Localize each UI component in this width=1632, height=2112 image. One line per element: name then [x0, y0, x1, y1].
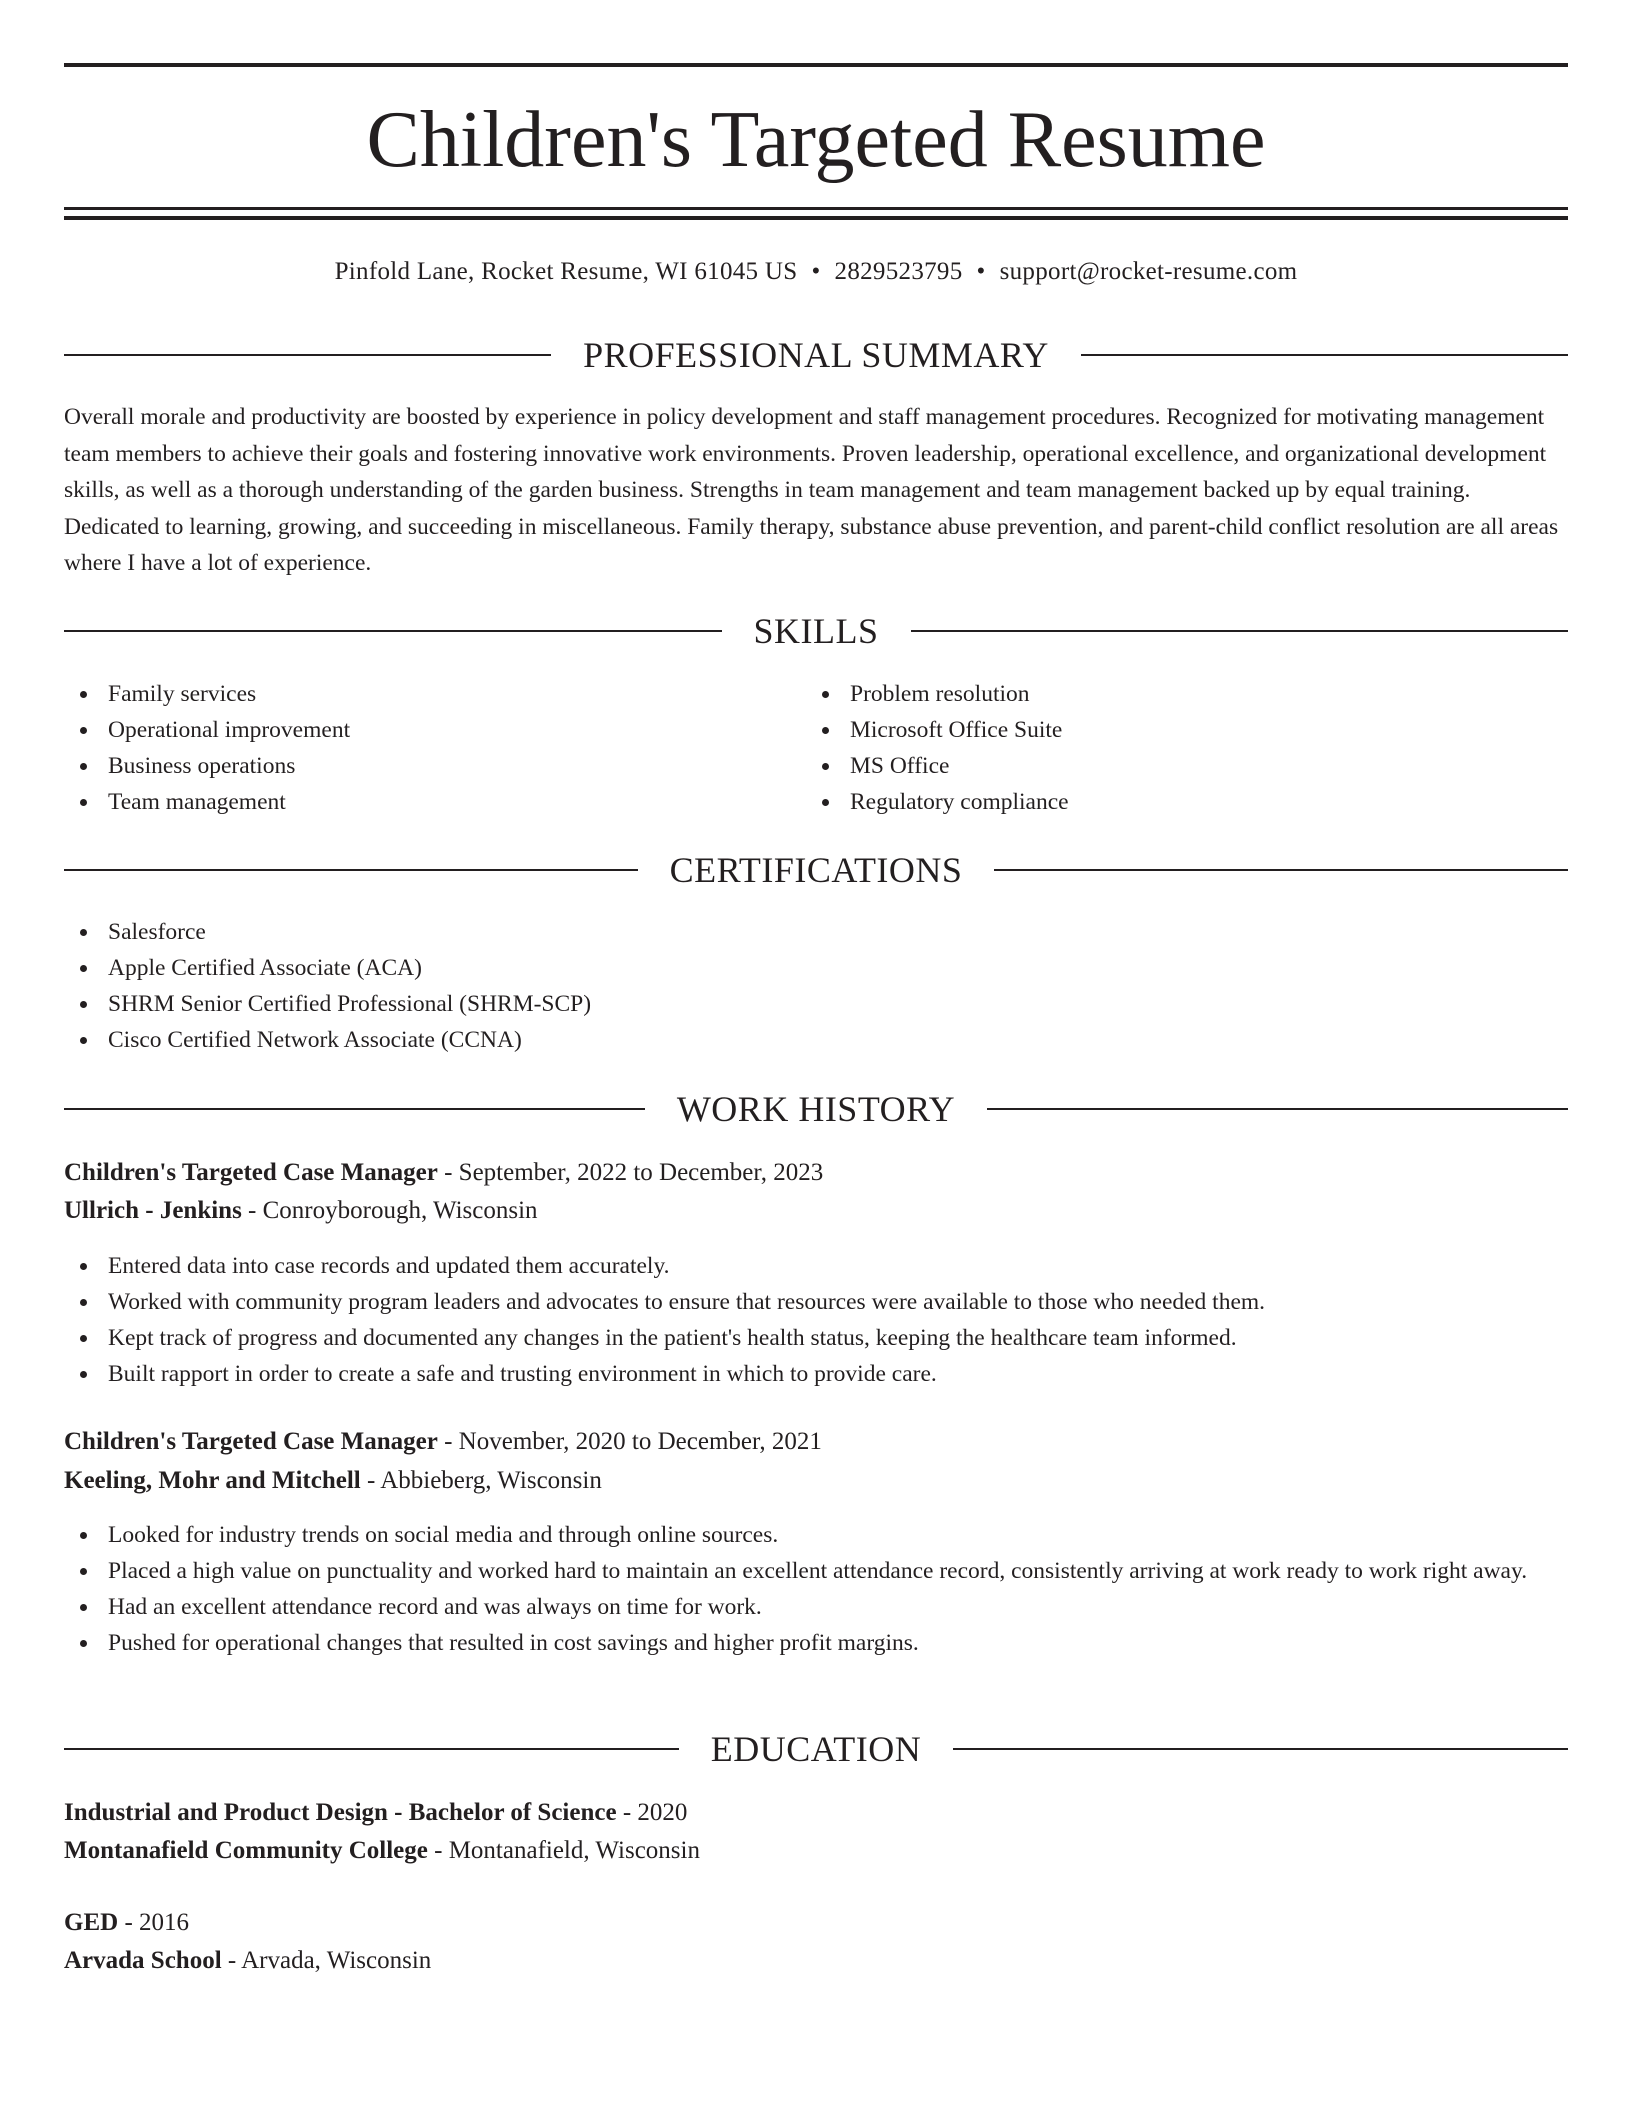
job-duty: Placed a high value on punctuality and worked hard to maintain an excellent attendance record, consistently arriving at work ready to work right away. [64, 1553, 1568, 1589]
skill-item: Problem resolution [806, 676, 1506, 712]
contact-email: support@rocket-resume.com [999, 258, 1298, 285]
job-title-line [64, 1154, 1568, 1192]
job-dates: - November, 2020 to December, 2021 [437, 1428, 822, 1455]
job-company-line [64, 1192, 1568, 1230]
job-duties-list [64, 1248, 1568, 1392]
skill-item: Regulatory compliance [806, 784, 1506, 820]
certifications-list [64, 914, 1064, 1058]
certification-item: SHRM Senior Certified Professional (SHRM-SCP) [64, 986, 1064, 1022]
section-title-education: EDUCATION [710, 1729, 922, 1769]
education-school-line [64, 1832, 1568, 1870]
certification-item: Cisco Certified Network Associate (CCNA) [64, 1022, 1064, 1058]
job-location: - Abbieberg, Wisconsin [360, 1467, 602, 1494]
contact-phone: 2829523795 [834, 258, 963, 285]
job-company: Keeling, Mohr and Mitchell [64, 1467, 361, 1494]
skills-list-right [806, 676, 1506, 820]
education-school: Montanafield Community College [64, 1837, 428, 1864]
title-rule-lower [64, 216, 1568, 220]
section-rule-right [987, 1108, 1568, 1110]
job-company-line [64, 1462, 1568, 1500]
resume-title: Children's Targeted Resume [366, 96, 1266, 184]
section-title-summary: PROFESSIONAL SUMMARY [583, 335, 1049, 375]
job-title: Children's Targeted Case Manager [64, 1428, 438, 1455]
job-duty: Entered data into case records and updated them accurately. [64, 1248, 1568, 1284]
job-title: Children's Targeted Case Manager [64, 1159, 438, 1186]
education-degree-line [64, 1904, 1568, 1942]
section-rule-left [64, 354, 551, 356]
skill-item: Family services [64, 676, 764, 712]
job-duty: Built rapport in order to create a safe and trusting environment in which to provide care. [64, 1356, 1568, 1392]
contact-address: Pinfold Lane, Rocket Resume, WI 61045 US [334, 258, 798, 285]
education-year: - 2020 [616, 1799, 688, 1826]
section-rule-left [64, 869, 638, 871]
section-header-skills [64, 606, 1568, 656]
contact-separator: • [811, 258, 821, 285]
skill-item: Business operations [64, 748, 764, 784]
education-location: - Arvada, Wisconsin [221, 1947, 432, 1974]
section-title-work-history: WORK HISTORY [676, 1089, 956, 1129]
skill-item: MS Office [806, 748, 1506, 784]
section-rule-left [64, 1108, 645, 1110]
education-degree: GED [64, 1909, 119, 1936]
job-duty: Kept track of progress and documented any changes in the patient's health status, keeping the healthcare team informed. [64, 1320, 1568, 1356]
section-header-work-history [64, 1084, 1568, 1134]
section-title-certifications: CERTIFICATIONS [669, 850, 963, 890]
section-title-skills: SKILLS [753, 611, 879, 651]
job-duties-list [64, 1517, 1568, 1661]
job-duty: Had an excellent attendance record and was always on time for work. [64, 1589, 1568, 1625]
summary-text: Overall morale and productivity are boosted by experience in policy development and staff management procedures. Recognized for motivating management team members to achieve their goals and fostering innovative work environments. Proven leadership, operational excellence, and organizational development skills, as well as a thorough understanding of the garden business. Strengths in team management and team management backed up by equal training. Dedicated to learning, growing, and succeeding in miscellaneous. Family therapy, substance abuse prevention, and parent-child conflict resolution are all areas where I have a lot of experience. [64, 404, 1559, 576]
contact-separator: • [976, 258, 986, 285]
certification-item: Apple Certified Associate (ACA) [64, 950, 1064, 986]
education-location: - Montanafield, Wisconsin [427, 1837, 700, 1864]
education-school-line [64, 1942, 1568, 1980]
section-header-education [64, 1724, 1568, 1774]
job-duty: Looked for industry trends on social media and through online sources. [64, 1517, 1568, 1553]
section-rule-left [64, 630, 722, 632]
certification-item: Salesforce [64, 914, 1064, 950]
section-rule-left [64, 1748, 679, 1750]
skill-item: Team management [64, 784, 764, 820]
education-year: - 2016 [118, 1909, 190, 1936]
skill-item: Operational improvement [64, 712, 764, 748]
section-rule-right [994, 869, 1568, 871]
contact-line [64, 252, 1568, 292]
section-rule-right [953, 1748, 1568, 1750]
title-rule-upper [64, 207, 1568, 210]
education-degree: Industrial and Product Design - Bachelor of Science [64, 1799, 617, 1826]
skills-list-left [64, 676, 764, 820]
job-company: Ullrich - Jenkins [64, 1197, 242, 1224]
section-header-summary [64, 330, 1568, 380]
job-duty: Worked with community program leaders and advocates to ensure that resources were available to those who needed them. [64, 1284, 1568, 1320]
section-rule-right [1081, 354, 1568, 356]
section-rule-right [911, 630, 1569, 632]
job-dates: - September, 2022 to December, 2023 [437, 1159, 824, 1186]
job-title-line [64, 1423, 1568, 1461]
section-header-certifications [64, 845, 1568, 895]
job-location: - Conroyborough, Wisconsin [241, 1197, 538, 1224]
job-duty: Pushed for operational changes that resulted in cost savings and higher profit margins. [64, 1625, 1568, 1661]
top-rule [64, 63, 1568, 67]
education-school: Arvada School [64, 1947, 222, 1974]
skill-item: Microsoft Office Suite [806, 712, 1506, 748]
education-degree-line [64, 1794, 1568, 1832]
